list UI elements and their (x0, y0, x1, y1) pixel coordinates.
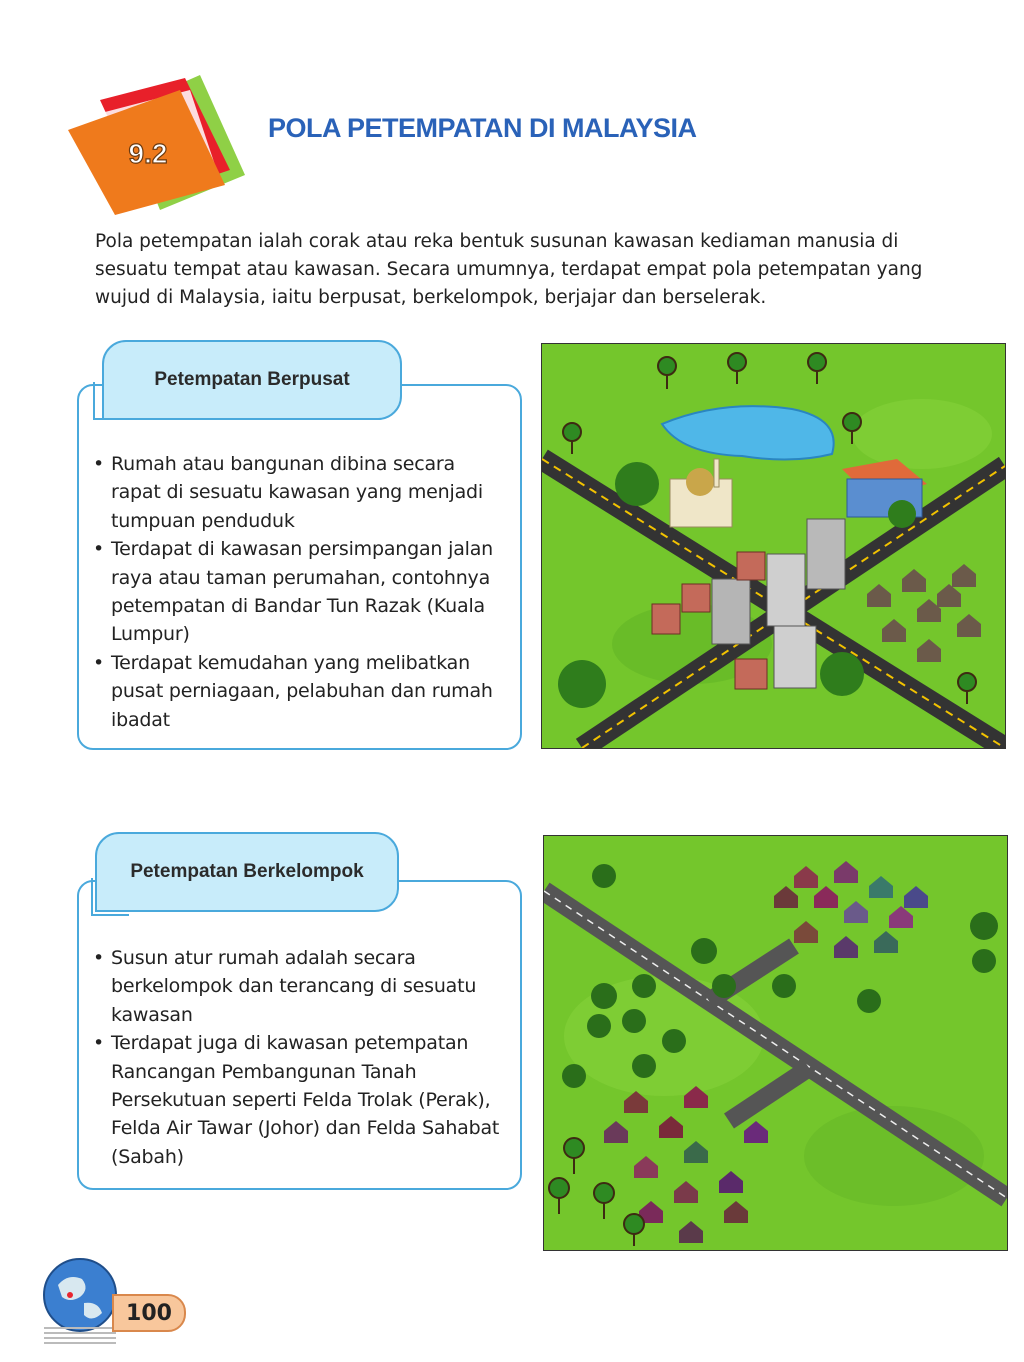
page-number: 100 (112, 1294, 186, 1332)
list-item: • Terdapat kemudahan yang melibatkan pusat perniagaan, pelabuhan dan rumah ibadat (93, 649, 506, 734)
illustration-berpusat (541, 343, 1006, 749)
illustration-berkelompok (543, 835, 1008, 1251)
card-body (77, 384, 522, 750)
list-item: • Susun atur rumah adalah secara berkelompok dan terancang di sesuatu kawasan (93, 944, 506, 1029)
list-item: • Terdapat di kawasan persimpangan jalan raya atau taman perumahan, contohnya petempatan di Bandar Tun Razak (Kuala Lumpur) (93, 535, 506, 649)
page-title: POLA PETEMPATAN DI MALAYSIA (268, 113, 697, 143)
card-body (77, 880, 522, 1190)
bullet-list (93, 450, 506, 734)
list-item: • Rumah atau bangunan dibina secara rapat di sesuatu kawasan yang menjadi tumpuan penduduk (93, 450, 506, 535)
section-number: 9.2 (128, 138, 168, 169)
section-badge (60, 70, 250, 220)
card-title: Petempatan Berpusat (102, 340, 402, 420)
globe-icon (40, 1255, 120, 1345)
bullet-list (93, 944, 506, 1171)
card-title: Petempatan Berkelompok (95, 832, 399, 912)
intro-paragraph: Pola petempatan ialah corak atau reka bentuk susunan kawasan kediaman manusia di sesuatu tempat atau kawasan. Secara umumnya, terdapat empat pola petempatan yang wujud di Malaysia, iaitu berpusat, berkelompok, berjajar dan berselerak. (95, 231, 923, 308)
list-item: • Terdapat juga di kawasan petempatan Rancangan Pembangunan Tanah Persekutuan seperti Felda Trolak (Perak), Felda Air Tawar (Johor) dan Felda Sahabat (Sabah) (93, 1029, 506, 1171)
